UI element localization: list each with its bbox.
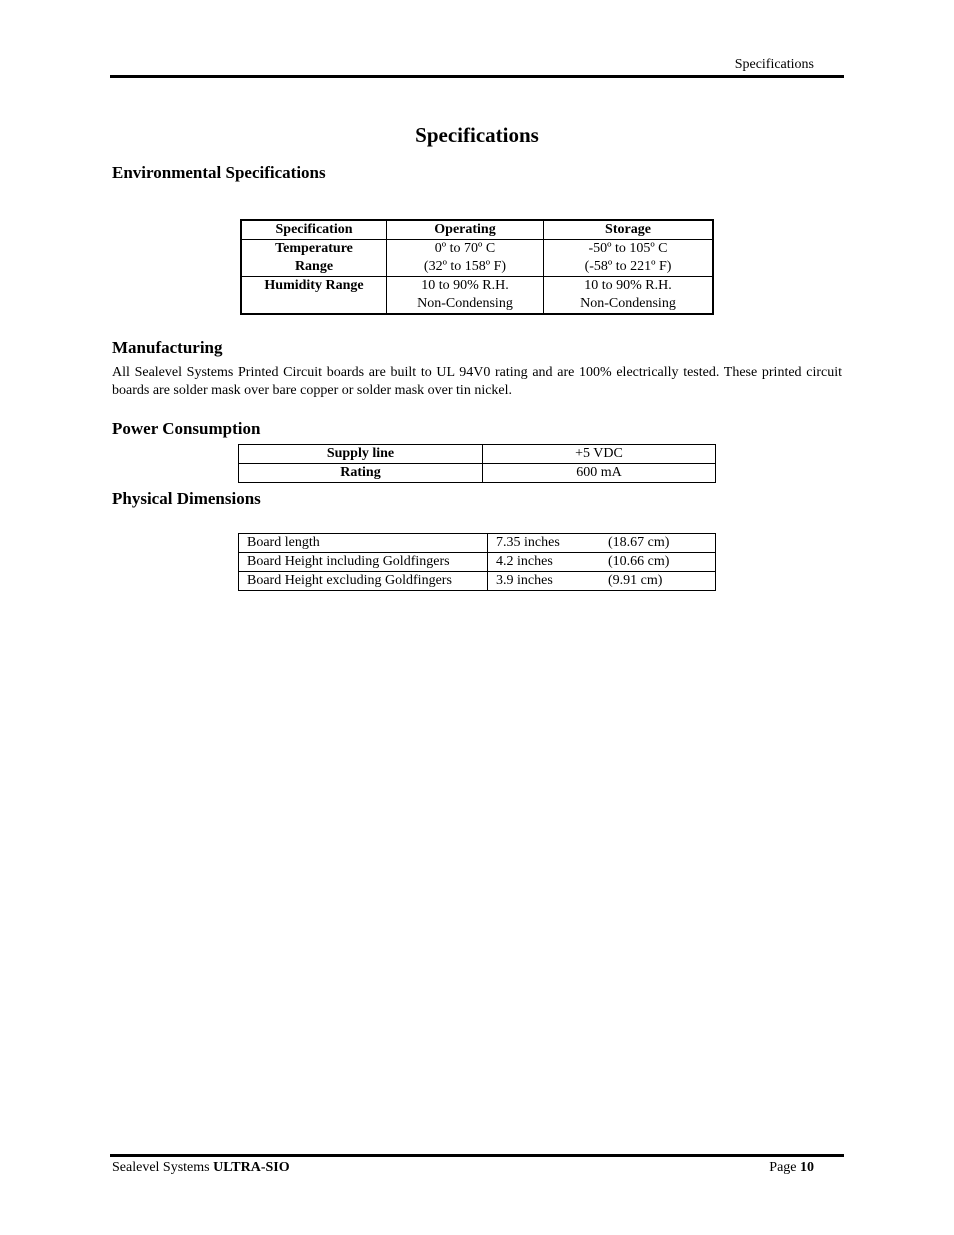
cell-line: (32º to 158º F) <box>423 259 507 274</box>
table-row <box>239 553 716 572</box>
running-header: Specifications <box>734 57 814 72</box>
company-name: Sealevel Systems <box>112 1160 210 1175</box>
dimensions-heading: Physical Dimensions <box>112 489 261 508</box>
row-label: Supply line <box>239 445 483 464</box>
table-row <box>239 534 716 553</box>
table-cell: +5 VDC <box>483 445 716 464</box>
cell-line: 10 to 90% R.H. <box>584 278 672 293</box>
inches-value: 4.2 inches <box>496 554 553 569</box>
inches-value: 3.9 inches <box>496 573 553 588</box>
row-label: Board Height excluding Goldfingers <box>239 572 488 591</box>
header-rule <box>110 75 844 78</box>
footer-rule <box>110 1154 844 1157</box>
cell-line: Non-Condensing <box>417 296 513 311</box>
table-row <box>241 277 713 315</box>
table-row <box>241 240 713 277</box>
cell-line: -50º to 105º C <box>588 241 668 256</box>
table-cell <box>387 240 544 277</box>
product-name: ULTRA-SIO <box>213 1160 290 1175</box>
environmental-table <box>240 219 714 315</box>
table-header-row <box>241 220 713 240</box>
power-heading: Power Consumption <box>112 419 261 438</box>
row-label-text: Temperature Range <box>275 241 353 274</box>
inches-value: 7.35 inches <box>496 535 560 550</box>
cm-value: (9.91 cm) <box>608 573 663 588</box>
cm-value: (10.66 cm) <box>608 554 670 569</box>
table-cell <box>387 277 544 315</box>
page-number: 10 <box>800 1160 814 1175</box>
cell-line: Non-Condensing <box>580 296 676 311</box>
cell-line: 0º to 70º C <box>434 241 496 256</box>
cm-value: (18.67 cm) <box>608 535 670 550</box>
footer-product <box>112 1160 290 1176</box>
table-cell: 600 mA <box>483 464 716 483</box>
table-cell <box>488 572 716 591</box>
table-row <box>239 445 716 464</box>
table-row <box>239 464 716 483</box>
manufacturing-paragraph: All Sealevel Systems Printed Circuit boards are built to UL 94V0 rating and are 100% electrically tested. These printed circuit boards are solder mask over bare copper or solder mask over tin nickel. <box>112 365 842 398</box>
row-label: Rating <box>239 464 483 483</box>
cell-line: 10 to 90% R.H. <box>421 278 509 293</box>
manufacturing-heading: Manufacturing <box>112 338 223 357</box>
row-label: Board Height including Goldfingers <box>239 553 488 572</box>
table-cell <box>544 277 714 315</box>
row-label <box>241 240 387 277</box>
column-header: Specification <box>241 220 387 240</box>
row-label: Board length <box>239 534 488 553</box>
table-cell <box>488 534 716 553</box>
column-header: Storage <box>544 220 714 240</box>
page-title: Specifications <box>415 123 539 147</box>
cell-line: (-58º to 221º F) <box>584 259 672 274</box>
table-row <box>239 572 716 591</box>
row-label: Humidity Range <box>241 277 387 315</box>
environmental-heading: Environmental Specifications <box>112 163 326 182</box>
page-label: Page <box>769 1160 797 1175</box>
footer-page <box>769 1160 814 1176</box>
power-table <box>238 444 716 483</box>
table-cell <box>544 240 714 277</box>
column-header: Operating <box>387 220 544 240</box>
table-cell <box>488 553 716 572</box>
dimensions-table <box>238 533 716 591</box>
